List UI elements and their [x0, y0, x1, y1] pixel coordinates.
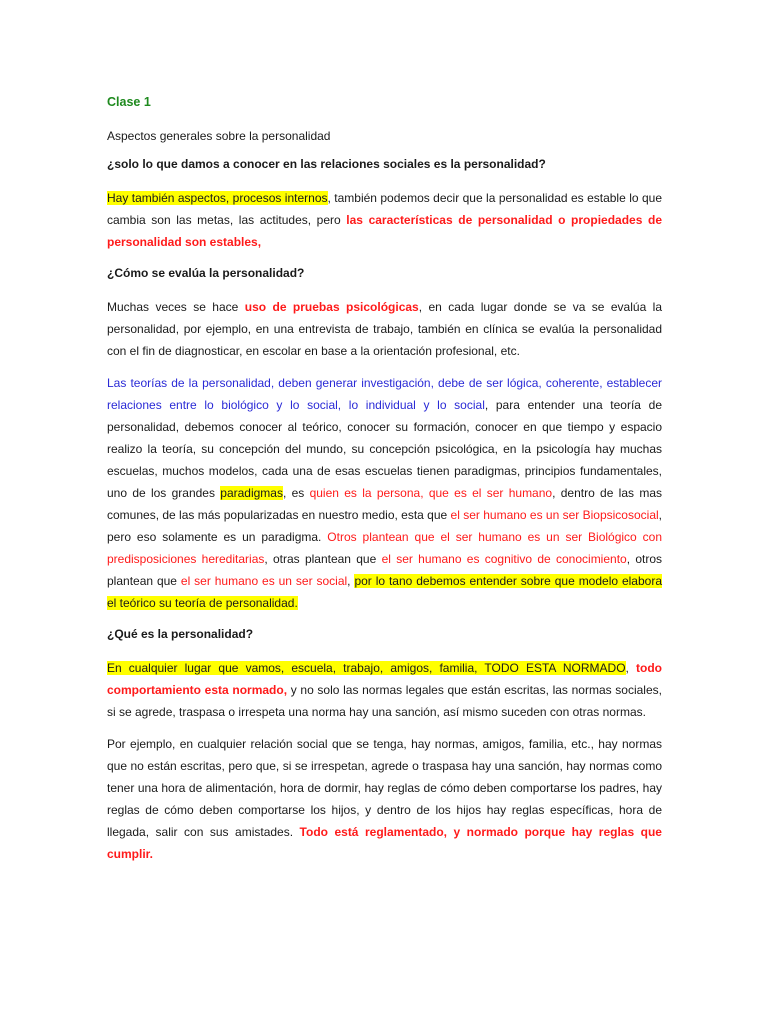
text-run: , [347, 574, 355, 588]
red-cognitive: el ser humano es cognitivo de conocimiento [381, 552, 627, 566]
text-run: , para entender una teoría de personalidad, debemos conocer al teórico, conocer su formación, conocer en que tiempo y espacio realizo la teoría, su concepción del mundo, su concepción psicológica, en la psicología hay muchas escuelas, muchos modelos, cada una de esas escuelas tienen paradigmas, principios fundamentales, uno de los grandes [107, 398, 662, 500]
text-run: , [625, 661, 636, 675]
red-biological: Otros plantean que el ser humano es un ser Biológico con predisposiciones hereditarias [107, 530, 662, 566]
emphasis-psychological-tests: uso de pruebas psicológicas [244, 300, 419, 314]
red-who-is-person: quien es la persona, que es el ser humano [309, 486, 553, 500]
text-run: , pero eso solamente es un paradigma. [107, 508, 662, 544]
paragraph-5 [107, 733, 662, 865]
blue-theory-requirements: Las teorías de la personalidad, deben generar investigación, debe de ser lógica, coherente, establecer relaciones entre lo biológico y lo social, lo individual y lo social [107, 376, 662, 412]
red-social-being: el ser humano es un ser social [180, 574, 348, 588]
text-run: , dentro de las mas comunes, de las más popularizadas en nuestro medio, esta que [107, 486, 662, 522]
text-run: , también podemos decir que la personalidad es estable lo que cambia son las metas, las actitudes, pero [107, 191, 662, 227]
red-biopsychosocial: el ser humano es un ser Biopsicosocial [450, 508, 659, 522]
text-run: , en cada lugar donde se va se evalúa la personalidad, por ejemplo, en una entrevista de trabajo, también en clínica se evalúa la personalidad con el fin de diagnosticar, en escolar en base a la orientación profesional, etc. [107, 300, 663, 358]
question-3: ¿Qué es la personalidad? [107, 627, 254, 641]
question-1: ¿solo lo que damos a conocer en las relaciones sociales es la personalidad? [107, 157, 546, 171]
text-run: y no solo las normas legales que están escritas, las normas sociales, si se agrede, traspasa o irrespeta una norma hay una sanción, así mismo suceden con otras normas. [107, 683, 662, 719]
highlight-paradigms: paradigmas [220, 486, 283, 500]
emphasis-regulated: Todo está reglamentado, y normado porque hay reglas que cumplir. [107, 825, 662, 861]
paragraph-2 [107, 296, 662, 362]
text-run: Muchas veces se hace [107, 300, 245, 314]
text-run: , es [282, 486, 310, 500]
question-2: ¿Cómo se evalúa la personalidad? [107, 266, 305, 280]
text-run: Por ejemplo, en cualquier relación social que se tenga, hay normas, amigos, familia, etc., hay normas que no están escritas, pero que, si se irrespetan, agrede o traspasa hay una sanción, hay normas como tener una hora de alimentación, hora de dormir, hay reglas de cómo deben comportarse los padres, hay reglas de cómo deben comportarse los hijos, y dentro de los hijos hay reglas específicas, hora de llegada, salir con sus amistades. [107, 737, 662, 839]
highlight-model-conclusion: por lo tano debemos entender sobre que modelo elabora el teórico su teoría de personalidad. [107, 574, 662, 610]
emphasis-stable-characteristics: las características de personalidad o propiedades de personalidad son estables, [107, 213, 662, 249]
paragraph-4 [107, 657, 662, 723]
text-run: , otros plantean que [107, 552, 663, 588]
text-run: , otras plantean que [264, 552, 382, 566]
class-title: Clase 1 [107, 95, 151, 109]
document-subtitle: Aspectos generales sobre la personalidad [107, 129, 331, 143]
highlight-internal-aspects: Hay también aspectos, procesos internos [107, 191, 328, 205]
paragraph-1 [107, 187, 662, 253]
emphasis-behavior-normed: todo comportamiento esta normado, [107, 661, 662, 697]
paragraph-3 [107, 372, 662, 614]
highlight-everything-normed: En cualquier lugar que vamos, escuela, trabajo, amigos, familia, TODO ESTA NORMADO [107, 661, 626, 675]
